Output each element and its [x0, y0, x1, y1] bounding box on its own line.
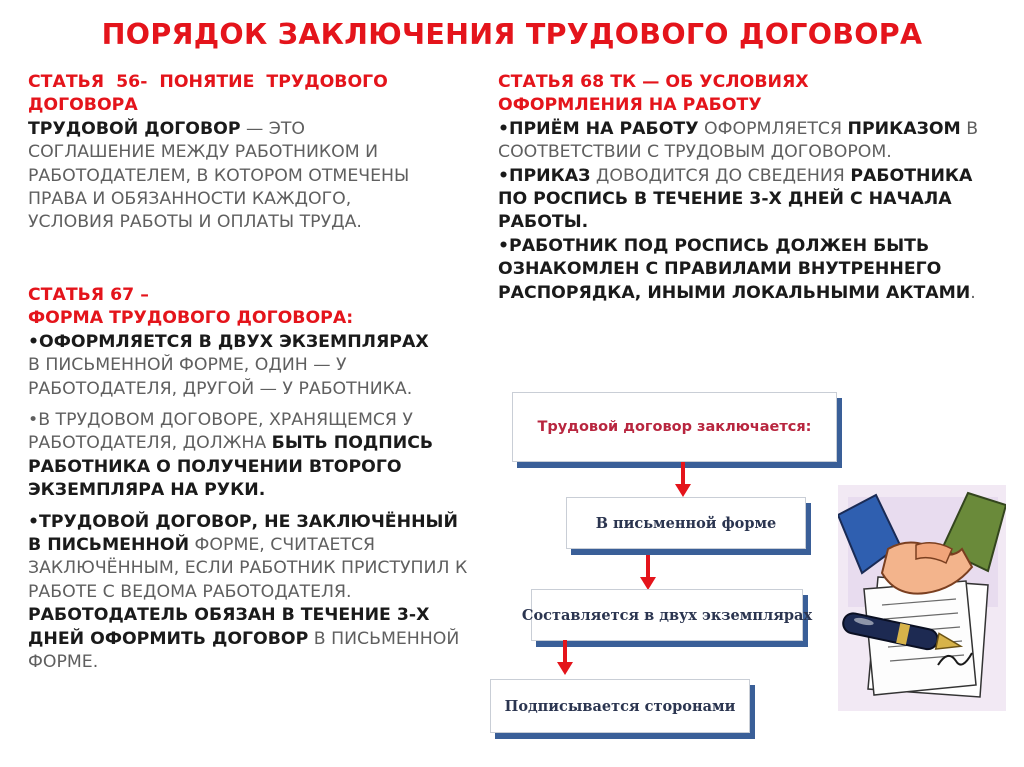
handshake-contract-icon: [838, 485, 1006, 711]
article-67-point-2: •В ТРУДОВОМ ДОГОВОРЕ, ХРАНЯЩЕМСЯ У РАБОТОДАТЕЛЯ, ДОЛЖНА БЫТЬ ПОДПИСЬ РАБОТНИКА О ПОЛУЧЕНИИ ВТОРОГО ЭКЗЕМПЛЯРА НА РУКИ.: [28, 410, 434, 501]
flow-step-1: Трудовой договор заключается:: [512, 392, 837, 462]
flow-arrow-2: [639, 555, 657, 591]
article-68-item-3: •РАБОТНИК ПОД РОСПИСЬ ДОЛЖЕН БЫТЬ ОЗНАКОМЛЕН С ПРАВИЛАМИ ВНУТРЕННЕГО РАСПОРЯДКА, ИНЫМИ ЛОКАЛЬНЫМИ АКТАМИ.: [498, 235, 976, 303]
article-68-item-1: •ПРИЁМ НА РАБОТУ ОФОРМЛЯЕТСЯ ПРИКАЗОМ В СООТВЕТСТВИИ С ТРУДОВЫМ ДОГОВОРОМ.: [498, 118, 979, 163]
flow-step-4: Подписывается сторонами: [490, 679, 750, 733]
article-67-block: [28, 284, 468, 675]
flow-step-3: Составляется в двух экземплярах: [531, 589, 803, 641]
article-67-heading: СТАТЬЯ 67 – ФОРМА ТРУДОВОГО ДОГОВОРА:: [28, 285, 354, 329]
article-56-heading: СТАТЬЯ 56- ПОНЯТИЕ ТРУДОВОГО ДОГОВОРА: [28, 72, 388, 116]
article-67-point-1: •ОФОРМЛЯЕТСЯ В ДВУХ ЭКЗЕМПЛЯРАХ В ПИСЬМЕННОЙ ФОРМЕ, ОДИН — У РАБОТОДАТЕЛЯ, ДРУГОЙ — У РАБОТНИКА.: [28, 331, 429, 399]
article-68-block: [498, 71, 1003, 305]
article-68-item-2: •ПРИКАЗ ДОВОДИТСЯ ДО СВЕДЕНИЯ РАБОТНИКА ПО РОСПИСЬ В ТЕЧЕНИЕ 3-Х ДНЕЙ С НАЧАЛА РАБОТЫ.: [498, 165, 973, 233]
flow-step-2: В письменной форме: [566, 497, 806, 549]
slide-title: ПОРЯДОК ЗАКЛЮЧЕНИЯ ТРУДОВОГО ДОГОВОРА: [101, 18, 923, 51]
article-67-point-3: •ТРУДОВОЙ ДОГОВОР, НЕ ЗАКЛЮЧЁННЫЙ В ПИСЬМЕННОЙ ФОРМЕ, СЧИТАЕТСЯ ЗАКЛЮЧЁННЫМ, ЕСЛИ РАБОТНИК ПРИСТУПИЛ К РАБОТЕ С ВЕДОМА РАБОТОДАТЕЛЯ. РАБОТОДАТЕЛЬ ОБЯЗАН В ТЕЧЕНИЕ 3-Х ДНЕЙ ОФОРМИТЬ ДОГОВОР В ПИСЬМЕННОЙ ФОРМЕ.: [28, 511, 468, 673]
article-56-block: [28, 71, 458, 235]
flow-arrow-3: [556, 640, 574, 676]
article-68-heading: СТАТЬЯ 68 ТК — ОБ УСЛОВИЯХ ОФОРМЛЕНИЯ НА РАБОТУ: [498, 72, 809, 116]
term-labor-contract: ТРУДОВОЙ ДОГОВОР: [28, 118, 241, 139]
article-56-definition: ТРУДОВОЙ ДОГОВОР — ЭТО СОГЛАШЕНИЕ МЕЖДУ РАБОТНИКОМ И РАБОТОДАТЕЛЕМ, В КОТОРОМ ОТМЕЧЕНЫ ПРАВА И ОБЯЗАННОСТИ КАЖДОГО, УСЛОВИЯ РАБОТЫ И ОПЛАТЫ ТРУДА.: [28, 118, 410, 233]
flow-arrow-1: [674, 462, 692, 498]
